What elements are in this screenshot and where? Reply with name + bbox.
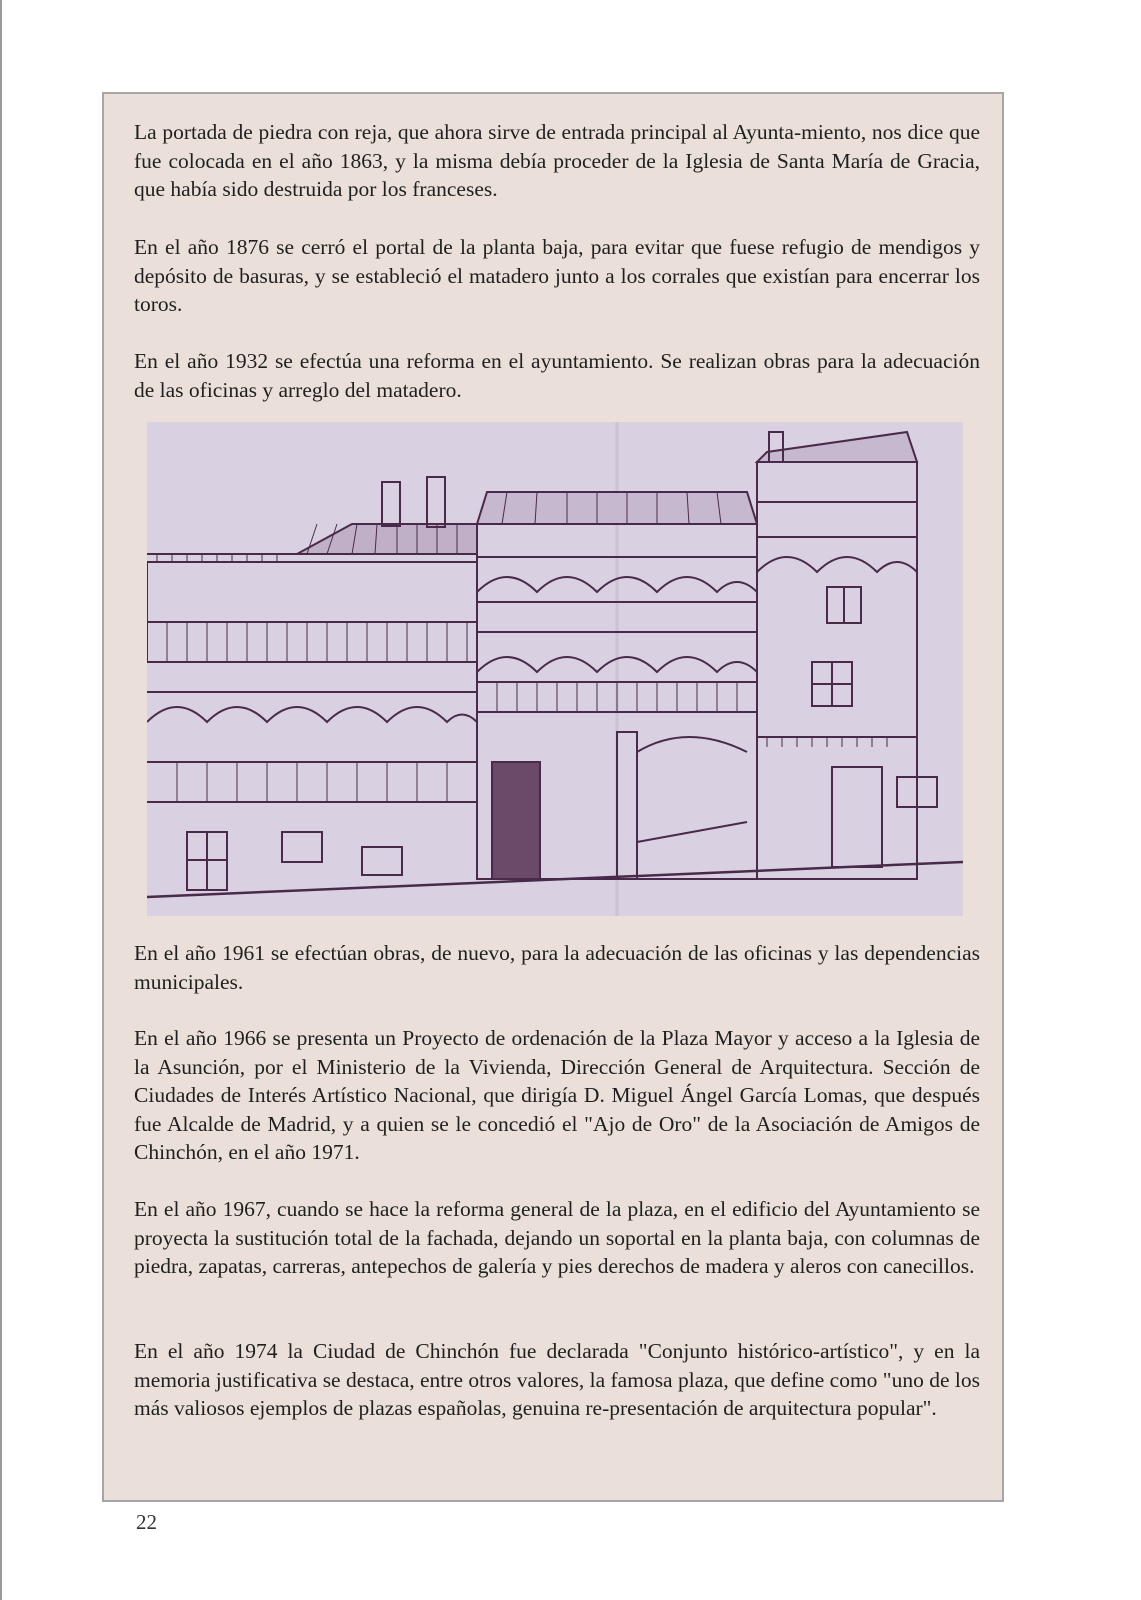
- paragraph-1961: En el año 1961 se efectúan obras, de nuevo, para la adecuación de las oficinas y las dependencias municipales.: [134, 941, 980, 994]
- paragraph-portada: La portada de piedra con reja, que ahora sirve de entrada principal al Ayunta-miento, nos dice que fue colocada en el año 1863, y la misma debía proceder de la Iglesia de Santa María de Gracia, que había sido destruida por los franceses.: [134, 120, 980, 201]
- paragraph-1974: En el año 1974 la Ciudad de Chinchón fue declarada "Conjunto histórico-artístico", y en la memoria justificativa se destaca, entre otros valores, la famosa plaza, que define como "uno de los más valiosos ejemplos de plazas españolas, genuina re-presentación de arquitectura popular".: [134, 1339, 980, 1420]
- paragraph-1967: En el año 1967, cuando se hace la reforma general de la plaza, en el edificio del Ayuntamiento se proyecta la sustitución total de la fachada, dejando un soportal en la planta baja, con columnas de piedra, zapatas, carreras, antepechos de galería y pies derechos de madera y aleros con canecillos.: [134, 1197, 980, 1278]
- paragraph-1932: En el año 1932 se efectúa una reforma en el ayuntamiento. Se realizan obras para la adecuación de las oficinas y arreglo del matadero.: [134, 349, 980, 402]
- building-sketch-icon: [147, 422, 963, 916]
- page-edge-line: [0, 0, 2, 1600]
- building-sketch-figure: [147, 422, 963, 916]
- page-number: 22: [136, 1510, 157, 1534]
- paragraph-1966: En el año 1966 se presenta un Proyecto de ordenación de la Plaza Mayor y acceso a la Iglesia de la Asunción, por el Ministerio de la Vivienda, Dirección General de Arquitectura. Sección de Ciudades de Interés Artístico Nacional, que dirigía D. Miguel Ángel García Lomas, que después fue Alcalde de Madrid, y a quien se le concedió el "Ajo de Oro" de la Asociación de Amigos de Chinchón, en el año 1971.: [134, 1026, 980, 1164]
- paragraph-1876: En el año 1876 se cerró el portal de la planta baja, para evitar que fuese refugio de mendigos y depósito de basuras, y se estableció el matadero junto a los corrales que existían para encerrar los toros.: [134, 235, 980, 316]
